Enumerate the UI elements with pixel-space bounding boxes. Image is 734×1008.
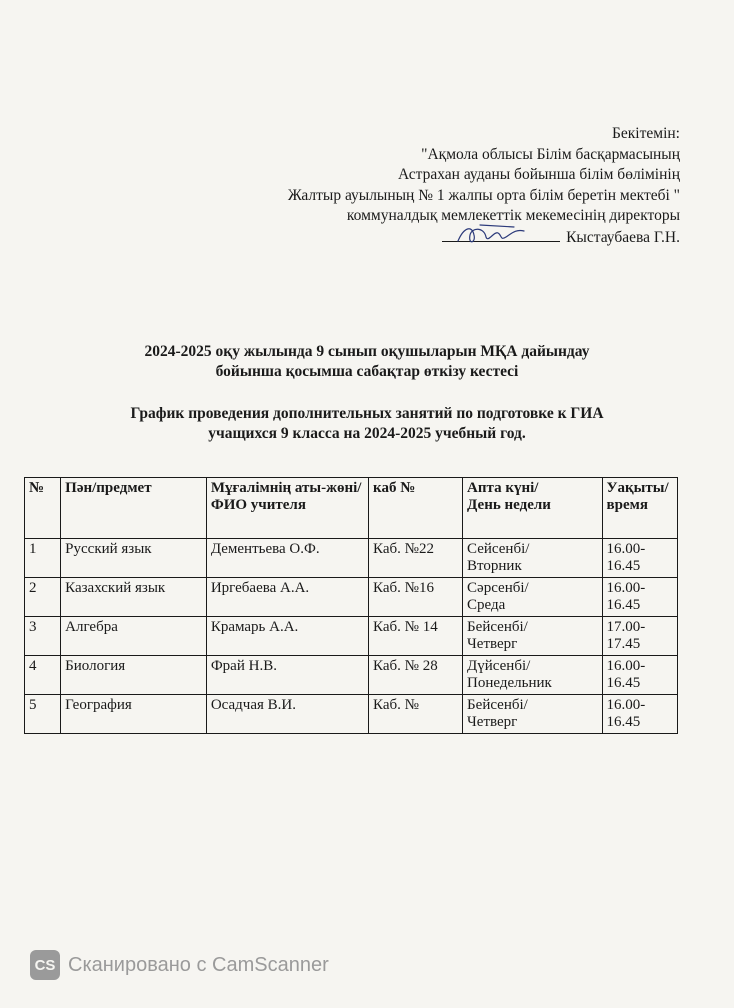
cell-text: Среда (467, 597, 506, 613)
header-text: каб № (373, 480, 416, 496)
cell-text: Дементьева О.Ф. (210, 541, 320, 557)
approval-line: Жалтыр ауылының № 1 жалпы орта білім беретін мектебі " (287, 186, 680, 204)
cell-teacher (206, 656, 368, 695)
header-text: № (29, 480, 45, 496)
cell-weekday (463, 539, 602, 578)
cell-text: 16.00- (606, 697, 646, 713)
cell-text: 16.45 (606, 597, 641, 613)
cell-text: 2 (29, 580, 37, 596)
cell-text: Русский язык (65, 541, 152, 557)
cell-text: Бейсенбі/ (467, 619, 528, 635)
cell-text: Биология (65, 658, 126, 674)
approval-line: Бекітемін: (612, 125, 680, 142)
cell-number (25, 617, 61, 656)
header-time (602, 478, 677, 539)
header-text: Мұғалімнің аты-жөні/ (210, 480, 362, 496)
header-text: время (606, 497, 648, 513)
cell-text: 17.00- (606, 619, 646, 635)
cell-text: Крамарь А.А. (210, 619, 299, 635)
cell-text: Иргебаева А.А. (210, 580, 310, 596)
director-name: Кыстаубаева Г.Н. (566, 228, 680, 246)
cell-text: Каб. №22 (373, 541, 434, 557)
header-weekday (463, 478, 602, 539)
cell-teacher (206, 578, 368, 617)
cell-time (602, 578, 677, 617)
camscanner-watermark (30, 950, 329, 980)
header-text: Уақыты/ (606, 480, 669, 496)
cell-time (602, 656, 677, 695)
cell-text: 5 (29, 697, 37, 713)
title-line: 2024-2025 оқу жылында 9 сынып оқушыларын МҚА дайындау (144, 343, 590, 360)
table-row (25, 695, 678, 734)
cell-text: Понедельник (467, 675, 552, 691)
table-row (25, 578, 678, 617)
handwritten-signature (454, 221, 534, 249)
cell-text: Сейсенбі/ (467, 541, 530, 557)
header-teacher (206, 478, 368, 539)
cell-text: Казахский язык (65, 580, 166, 596)
cell-number (25, 539, 61, 578)
cell-text: 17.45 (606, 636, 641, 652)
cell-text: Вторник (467, 558, 522, 574)
cell-weekday (463, 656, 602, 695)
cell-room (369, 617, 463, 656)
cell-time (602, 539, 677, 578)
cell-text: Каб. № (373, 697, 419, 713)
cell-text: 3 (29, 619, 37, 635)
cell-text: 16.00- (606, 658, 646, 674)
cell-text: География (65, 697, 132, 713)
title-russian (0, 404, 734, 444)
watermark-text: Сканировано с CamScanner (68, 953, 329, 976)
cell-weekday (463, 695, 602, 734)
title-line: учащихся 9 класса на 2024-2025 учебный год. (208, 425, 526, 442)
approval-block (288, 124, 680, 248)
cell-text: 16.45 (606, 675, 641, 691)
approval-line: Астрахан ауданы бойынша білім бөлімінің (397, 166, 680, 183)
table-row (25, 656, 678, 695)
cell-text: Бейсенбі/ (467, 697, 528, 713)
header-room (369, 478, 463, 539)
cell-text: Четверг (467, 636, 518, 652)
cell-room (369, 539, 463, 578)
approval-line: коммуналдық мемлекеттік мекемесінің директоры (346, 207, 680, 224)
signature-row (288, 227, 680, 249)
title-line: График проведения дополнительных занятий по подготовке к ГИА (130, 405, 604, 422)
title-line: бойынша қосымша сабақтар өткізу кестесі (215, 363, 519, 380)
cell-text: 16.00- (606, 580, 646, 596)
signature-underline (442, 227, 560, 242)
cell-text: Каб. № 28 (373, 658, 438, 674)
cell-room (369, 695, 463, 734)
cell-subject (61, 656, 207, 695)
cell-number (25, 695, 61, 734)
cell-subject (61, 539, 207, 578)
cell-text: Дүйсенбі/ (467, 658, 531, 674)
cell-number (25, 578, 61, 617)
header-subject (61, 478, 207, 539)
cell-text: Фрай Н.В. (210, 658, 277, 674)
camscanner-logo-icon: CS (30, 950, 60, 980)
cell-text: Осадчая В.И. (210, 697, 296, 713)
header-text: ФИО учителя (210, 497, 306, 513)
title-kazakh (0, 342, 734, 382)
header-text: Пән/предмет (65, 480, 152, 496)
cell-subject (61, 695, 207, 734)
cell-subject (61, 578, 207, 617)
approval-line: "Ақмола облысы Білім басқармасының (421, 145, 680, 163)
cell-text: Четверг (467, 714, 518, 730)
cell-text: 1 (29, 541, 37, 557)
cell-room (369, 578, 463, 617)
cell-text: Каб. №16 (373, 580, 434, 596)
cell-text: 16.45 (606, 714, 641, 730)
cell-time (602, 695, 677, 734)
cell-weekday (463, 578, 602, 617)
cell-weekday (463, 617, 602, 656)
header-number (25, 478, 61, 539)
cell-text: 16.00- (606, 541, 646, 557)
header-text: Апта күні/ (467, 480, 539, 496)
cell-room (369, 656, 463, 695)
table-row (25, 539, 678, 578)
cell-text: Каб. № 14 (373, 619, 438, 635)
cell-teacher (206, 695, 368, 734)
cell-teacher (206, 539, 368, 578)
table-header-row (25, 478, 678, 539)
cell-text: Алгебра (65, 619, 118, 635)
cell-number (25, 656, 61, 695)
cell-text: Сәрсенбі/ (467, 580, 529, 596)
cell-subject (61, 617, 207, 656)
table-row (25, 617, 678, 656)
cell-text: 4 (29, 658, 37, 674)
cell-time (602, 617, 677, 656)
header-text: День недели (467, 497, 551, 513)
schedule-table (24, 477, 678, 734)
cell-text: 16.45 (606, 558, 641, 574)
cell-teacher (206, 617, 368, 656)
